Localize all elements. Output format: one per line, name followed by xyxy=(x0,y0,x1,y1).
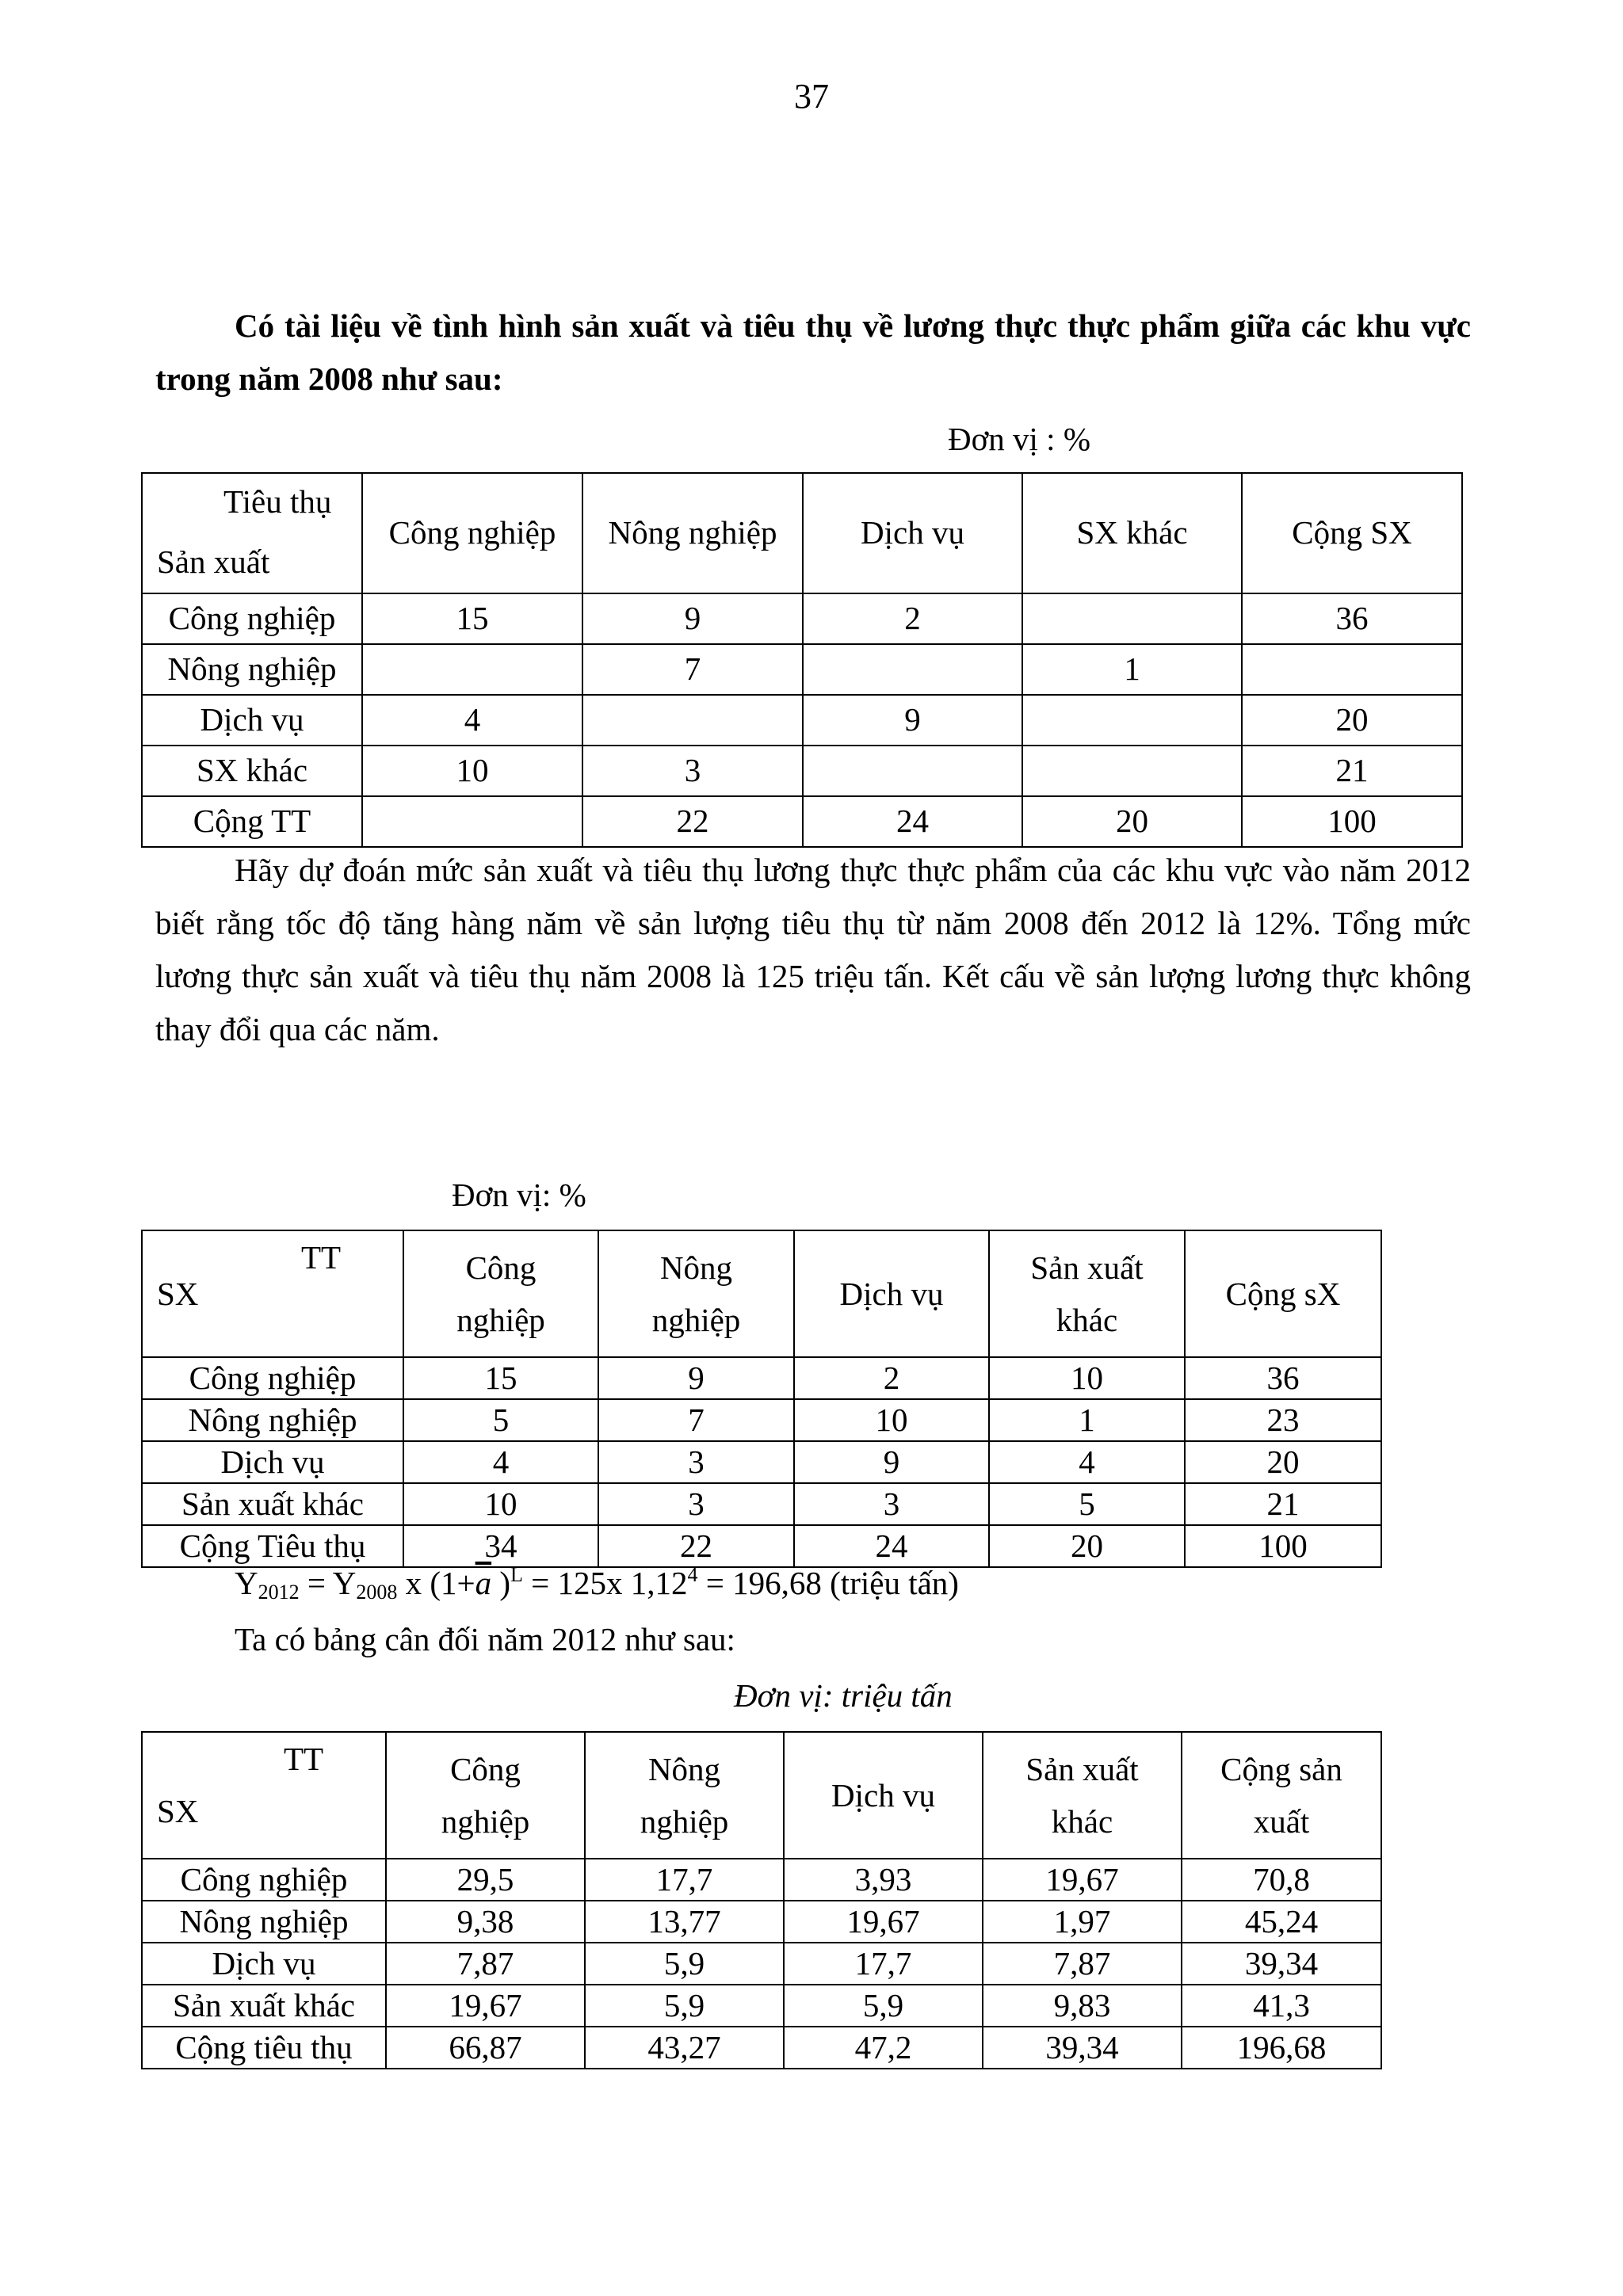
table-header-row xyxy=(142,1230,1381,1357)
header-line: nghiệp xyxy=(441,1803,530,1840)
table-cell: 41,3 xyxy=(1182,1985,1381,2027)
table-row xyxy=(142,695,1462,746)
table-cell: 4 xyxy=(403,1441,598,1483)
table-cell: 29,5 xyxy=(386,1859,585,1901)
table-cell: 9 xyxy=(803,695,1022,746)
table-row xyxy=(142,796,1462,847)
corner-bottom-label: Sản xuất xyxy=(157,543,270,580)
row-header: Công nghiệp xyxy=(142,593,362,644)
header-line: nghiệp xyxy=(456,1302,545,1338)
table-cell: 15 xyxy=(362,593,582,644)
table-cell: 100 xyxy=(1185,1525,1381,1567)
table-cell: 43,27 xyxy=(585,2027,784,2069)
header-line: Công xyxy=(450,1751,521,1787)
formula-a-bar: $\overline{a}$ xyxy=(475,1565,492,1601)
column-header: SX khác xyxy=(1022,473,1242,593)
table-header-row xyxy=(142,1732,1381,1859)
table-cell: 3,93 xyxy=(784,1859,983,1901)
table-cell: 10 xyxy=(403,1483,598,1525)
table-row xyxy=(142,746,1462,796)
table-cell: 100 xyxy=(1242,796,1462,847)
table-row xyxy=(142,593,1462,644)
table-cell xyxy=(1242,644,1462,695)
header-line: nghiệp xyxy=(651,1302,741,1338)
formula-text: = 196,68 (triệu tấn) xyxy=(697,1565,959,1601)
formula-y: Y xyxy=(235,1565,258,1601)
row-header: Dịch vụ xyxy=(142,1943,386,1985)
corner-top-label: TT xyxy=(284,1741,324,1777)
column-header: Cộng SX xyxy=(1242,473,1462,593)
table-cell: 7 xyxy=(582,644,803,695)
table-cell: 5,9 xyxy=(585,1985,784,2027)
table-cell: 45,24 xyxy=(1182,1901,1381,1943)
table-cell: 9,38 xyxy=(386,1901,585,1943)
column-header xyxy=(1185,1230,1381,1357)
header-line: xuất xyxy=(1253,1803,1310,1840)
corner-header-cell xyxy=(142,473,362,593)
column-header: Nông nghiệp xyxy=(582,473,803,593)
table-cell: 17,7 xyxy=(784,1943,983,1985)
row-header: Sản xuất khác xyxy=(142,1483,403,1525)
row-header: Sản xuất khác xyxy=(142,1985,386,2027)
corner-top-label: TT xyxy=(301,1239,342,1276)
table-cell: 20 xyxy=(1242,695,1462,746)
table-row xyxy=(142,1985,1381,2027)
formula-text: = xyxy=(299,1565,333,1601)
row-header: Cộng TT xyxy=(142,796,362,847)
table-2008-structure xyxy=(141,472,1463,848)
table-cell: 20 xyxy=(989,1525,1185,1567)
table-row xyxy=(142,1399,1381,1441)
corner-header-cell xyxy=(142,1732,386,1859)
table-cell: 21 xyxy=(1185,1483,1381,1525)
table-cell: 19,67 xyxy=(784,1901,983,1943)
table-cell xyxy=(582,695,803,746)
problem-paragraph: Hãy dự đoán mức sản xuất và tiêu thụ lương thực thực phẩm của các khu vực vào năm 2012 biết rằng tốc độ tăng hàng năm về sản lượng tiêu thụ từ năm 2008 đến 2012 là 12%. Tổng mức lương thực sản xuất và tiêu thụ năm 2008 là 125 triệu tấn. Kết cấu về sản lượng lương thực không thay đổi qua các năm. xyxy=(155,852,1471,1047)
table-cell: 9 xyxy=(598,1357,794,1399)
table-cell: 4 xyxy=(989,1441,1185,1483)
table-cell: 22 xyxy=(582,796,803,847)
table-cell: 9 xyxy=(582,593,803,644)
table-cell: 5 xyxy=(989,1483,1185,1525)
header-line: Dịch vụ xyxy=(831,1777,935,1814)
table-row xyxy=(142,1525,1381,1567)
formula-text: x (1+ xyxy=(397,1565,475,1601)
header-line: Cộng sản xyxy=(1220,1751,1342,1787)
growth-formula xyxy=(235,1563,959,1604)
table-cell: 15 xyxy=(403,1357,598,1399)
table-cell: 2 xyxy=(794,1357,989,1399)
table-cell: 196,68 xyxy=(1182,2027,1381,2069)
row-header: Dịch vụ xyxy=(142,695,362,746)
header-line: Dịch vụ xyxy=(839,1276,944,1312)
table-cell: 9,83 xyxy=(983,1985,1182,2027)
table-row xyxy=(142,1943,1381,1985)
table-cell: 4 xyxy=(362,695,582,746)
row-header: Nông nghiệp xyxy=(142,1399,403,1441)
table-cell: 19,67 xyxy=(386,1985,585,2027)
table-cell: 7 xyxy=(598,1399,794,1441)
table-cell xyxy=(1022,593,1242,644)
table-cell xyxy=(362,644,582,695)
header-line: Sản xuất xyxy=(1025,1751,1139,1787)
column-header xyxy=(784,1732,983,1859)
row-header: Công nghiệp xyxy=(142,1859,386,1901)
formula-superscript: 4 xyxy=(687,1563,698,1586)
table-cell: 1,97 xyxy=(983,1901,1182,1943)
row-header: Công nghiệp xyxy=(142,1357,403,1399)
table-cell xyxy=(362,796,582,847)
table-cell: 5,9 xyxy=(585,1943,784,1985)
table-cell: 2 xyxy=(803,593,1022,644)
column-header: Dịch vụ xyxy=(803,473,1022,593)
table-cell: 21 xyxy=(1242,746,1462,796)
formula-superscript: L xyxy=(510,1563,523,1586)
column-header xyxy=(403,1230,598,1357)
table-2012-balance xyxy=(141,1731,1382,2069)
unit-label-3: Đơn vị: triệu tấn xyxy=(734,1677,953,1714)
table-cell: 39,34 xyxy=(983,2027,1182,2069)
column-header xyxy=(983,1732,1182,1859)
table-cell: 3 xyxy=(598,1441,794,1483)
table-cell: 22 xyxy=(598,1525,794,1567)
table-cell xyxy=(1022,746,1242,796)
table-cell: 66,87 xyxy=(386,2027,585,2069)
header-line: khác xyxy=(1051,1803,1113,1840)
header-line: Nông xyxy=(659,1249,733,1286)
unit-label-2: Đơn vị: % xyxy=(452,1177,586,1213)
corner-header-cell xyxy=(142,1230,403,1357)
table-2008-complete xyxy=(141,1230,1382,1568)
table-cell: 10 xyxy=(362,746,582,796)
table-cell: 39,34 xyxy=(1182,1943,1381,1985)
table-cell: 20 xyxy=(1022,796,1242,847)
formula-y: Y xyxy=(332,1565,357,1601)
table-cell: 10 xyxy=(989,1357,1185,1399)
formula-subscript: 2012 xyxy=(258,1581,300,1604)
row-header: Dịch vụ xyxy=(142,1441,403,1483)
column-header: Công nghiệp xyxy=(362,473,582,593)
formula-text: ) xyxy=(491,1565,511,1601)
row-header: Cộng Tiêu thụ xyxy=(142,1525,403,1567)
table-cell: 19,67 xyxy=(983,1859,1182,1901)
table-header-row xyxy=(142,473,1462,593)
balance-intro: Ta có bảng cân đối năm 2012 như sau: xyxy=(235,1621,735,1657)
corner-bottom-label: SX xyxy=(157,1793,199,1829)
table-cell: 7,87 xyxy=(386,1943,585,1985)
table-row xyxy=(142,1859,1381,1901)
table-row xyxy=(142,1483,1381,1525)
table-cell: 47,2 xyxy=(784,2027,983,2069)
table-row xyxy=(142,1901,1381,1943)
table-cell: 20 xyxy=(1185,1441,1381,1483)
table-row xyxy=(142,2027,1381,2069)
corner-bottom-label: SX xyxy=(157,1276,199,1312)
table-cell: 5,9 xyxy=(784,1985,983,2027)
row-header: Nông nghiệp xyxy=(142,644,362,695)
row-header: Nông nghiệp xyxy=(142,1901,386,1943)
table-cell: 1 xyxy=(989,1399,1185,1441)
table-row xyxy=(142,644,1462,695)
column-header xyxy=(1182,1732,1381,1859)
column-header xyxy=(794,1230,989,1357)
header-line: khác xyxy=(1056,1302,1118,1338)
table-cell xyxy=(1022,695,1242,746)
row-header: SX khác xyxy=(142,746,362,796)
table-cell: 36 xyxy=(1185,1357,1381,1399)
table-cell: 9 xyxy=(794,1441,989,1483)
table-cell: 34 xyxy=(403,1525,598,1567)
table-row xyxy=(142,1357,1381,1399)
column-header xyxy=(598,1230,794,1357)
formula-subscript: 2008 xyxy=(356,1581,398,1604)
header-line: Sản xuất xyxy=(1030,1249,1144,1286)
corner-top-label: Tiêu thụ xyxy=(223,483,332,520)
table-cell xyxy=(803,644,1022,695)
table-cell: 24 xyxy=(803,796,1022,847)
header-line: nghiệp xyxy=(640,1803,729,1840)
column-header xyxy=(585,1732,784,1859)
page-number: 37 xyxy=(794,77,829,116)
table-cell: 5 xyxy=(403,1399,598,1441)
column-header xyxy=(989,1230,1185,1357)
table-cell: 3 xyxy=(582,746,803,796)
header-line: Cộng sX xyxy=(1225,1276,1341,1312)
table-cell: 70,8 xyxy=(1182,1859,1381,1901)
unit-label-1: Đơn vị : % xyxy=(948,421,1090,457)
table-cell xyxy=(803,746,1022,796)
table-cell: 1 xyxy=(1022,644,1242,695)
header-line: Nông xyxy=(647,1751,721,1787)
row-header: Cộng tiêu thụ xyxy=(142,2027,386,2069)
table-row xyxy=(142,1441,1381,1483)
table-cell: 36 xyxy=(1242,593,1462,644)
table-cell: 13,77 xyxy=(585,1901,784,1943)
formula-text: = 125x 1,12 xyxy=(522,1565,688,1601)
table-cell: 3 xyxy=(598,1483,794,1525)
intro-paragraph: Có tài liệu về tình hình sản xuất và tiêu thụ về lương thực thực phẩm giữa các khu vực trong năm 2008 như sau: xyxy=(155,307,1471,397)
table-cell: 3 xyxy=(794,1483,989,1525)
table-cell: 17,7 xyxy=(585,1859,784,1901)
table-cell: 23 xyxy=(1185,1399,1381,1441)
column-header xyxy=(386,1732,585,1859)
table-cell: 10 xyxy=(794,1399,989,1441)
table-cell: 24 xyxy=(794,1525,989,1567)
header-line: Công xyxy=(465,1249,537,1286)
table-cell: 7,87 xyxy=(983,1943,1182,1985)
